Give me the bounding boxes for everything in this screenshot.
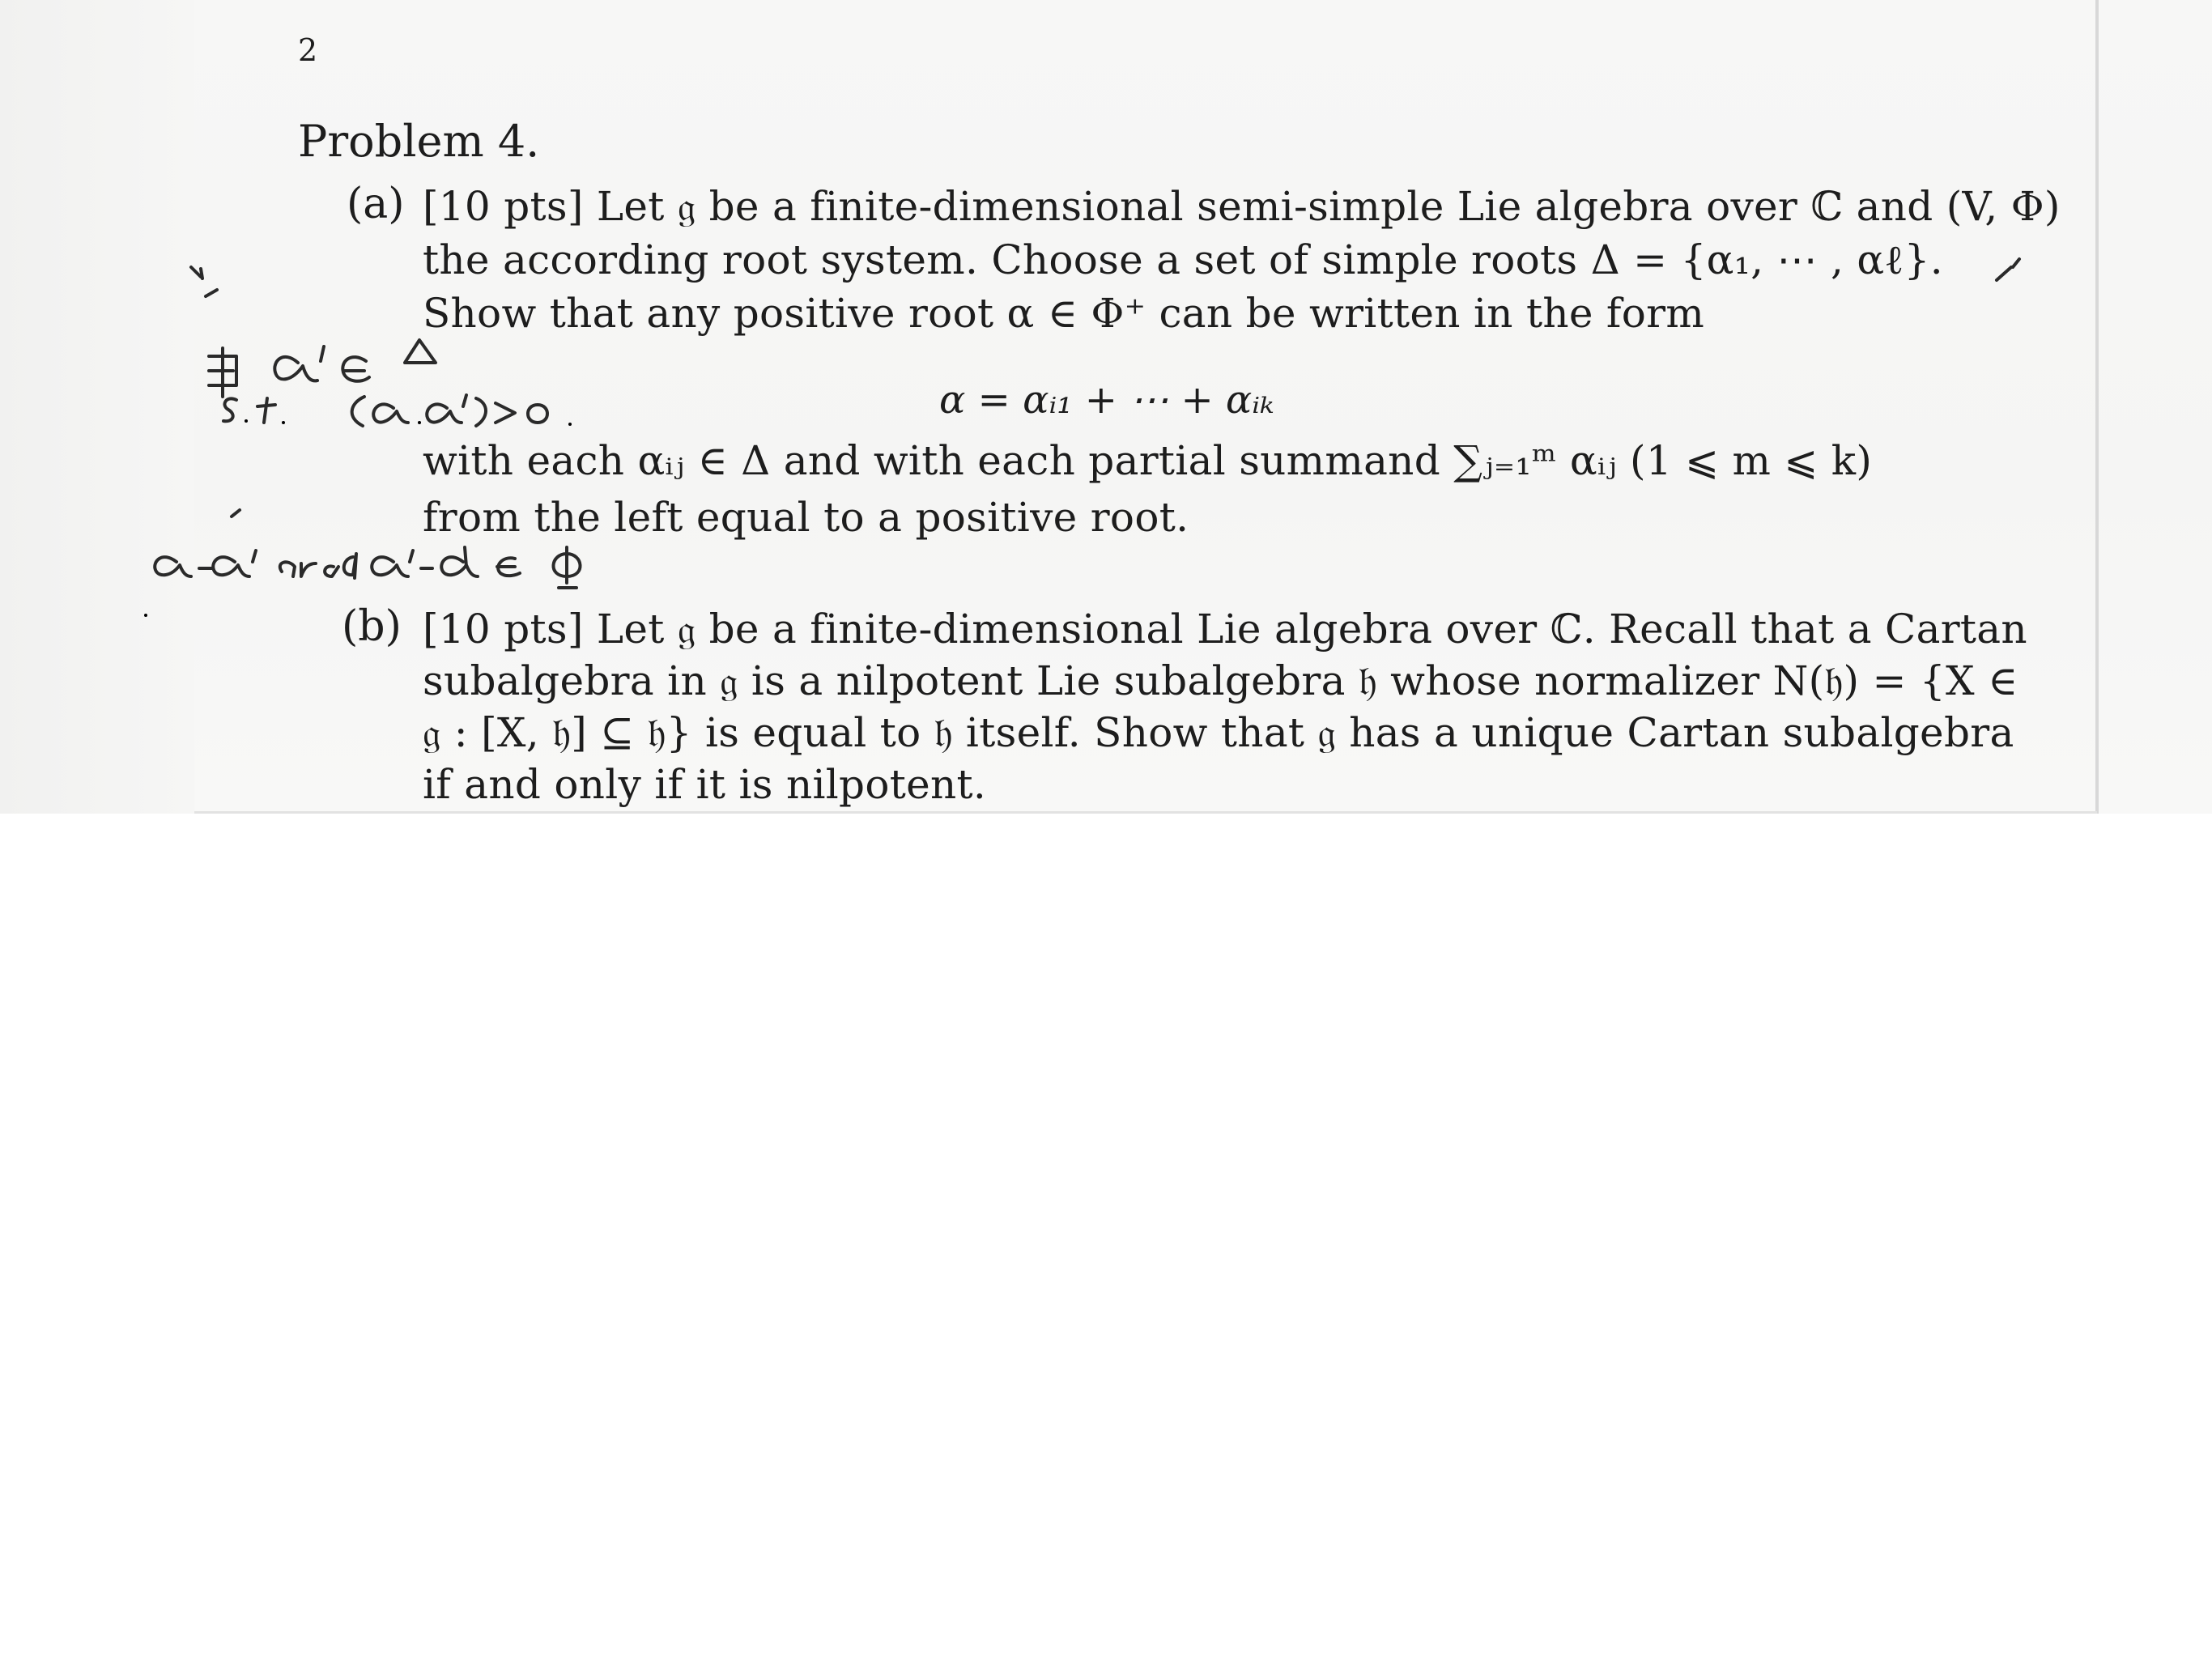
part-a-line-4: with each αᵢⱼ ∈ Δ and with each partial summand ∑ⱼ₌₁ᵐ αᵢⱼ (1 ⩽ m ⩽ k) [423, 437, 1873, 484]
part-a-line-1: [10 pts] Let 𝔤 be a finite-dimensional semi-simple Lie algebra over ℂ and (V, Φ) [423, 183, 2061, 230]
part-a-line-2: the according root system. Choose a set of simple roots Δ = {α₁, ⋯ , αℓ}. [423, 236, 1943, 283]
part-b-label: (b) [342, 602, 402, 651]
part-b-line-4: if and only if it is nilpotent. [423, 761, 987, 808]
part-b-line-2: subalgebra in 𝔤 is a nilpotent Lie subalgebra 𝔥 whose normalizer N(𝔥) = {X ∈ [423, 657, 2018, 704]
problem-title: Problem 4. [298, 116, 540, 167]
handwritten-note-such-that [223, 395, 572, 426]
part-b-line-1: [10 pts] Let 𝔤 be a finite-dimensional Lie algebra over ℂ. Recall that a Cartan [423, 606, 2027, 653]
handwritten-annotations [0, 0, 2212, 814]
photographed-page [0, 0, 2212, 814]
part-a-label: (a) [347, 180, 405, 228]
part-a-line-5: from the left equal to a positive root. [423, 494, 1189, 541]
handwritten-note-exists-alpha [209, 340, 436, 397]
pencil-marks [144, 259, 2019, 617]
part-b-line-3: 𝔤 : [X, 𝔥] ⊆ 𝔥} is equal to 𝔥 itself. Show that 𝔤 has a unique Cartan subalgebra [423, 709, 2014, 756]
handwritten-note-difference [155, 547, 580, 588]
root-sum-formula: α = αᵢ₁ + ⋯ + αᵢₖ [939, 377, 1274, 423]
part-a-line-3: Show that any positive root α ∈ Φ⁺ can be written in the form [423, 290, 1705, 337]
page-number: 2 [298, 32, 318, 68]
